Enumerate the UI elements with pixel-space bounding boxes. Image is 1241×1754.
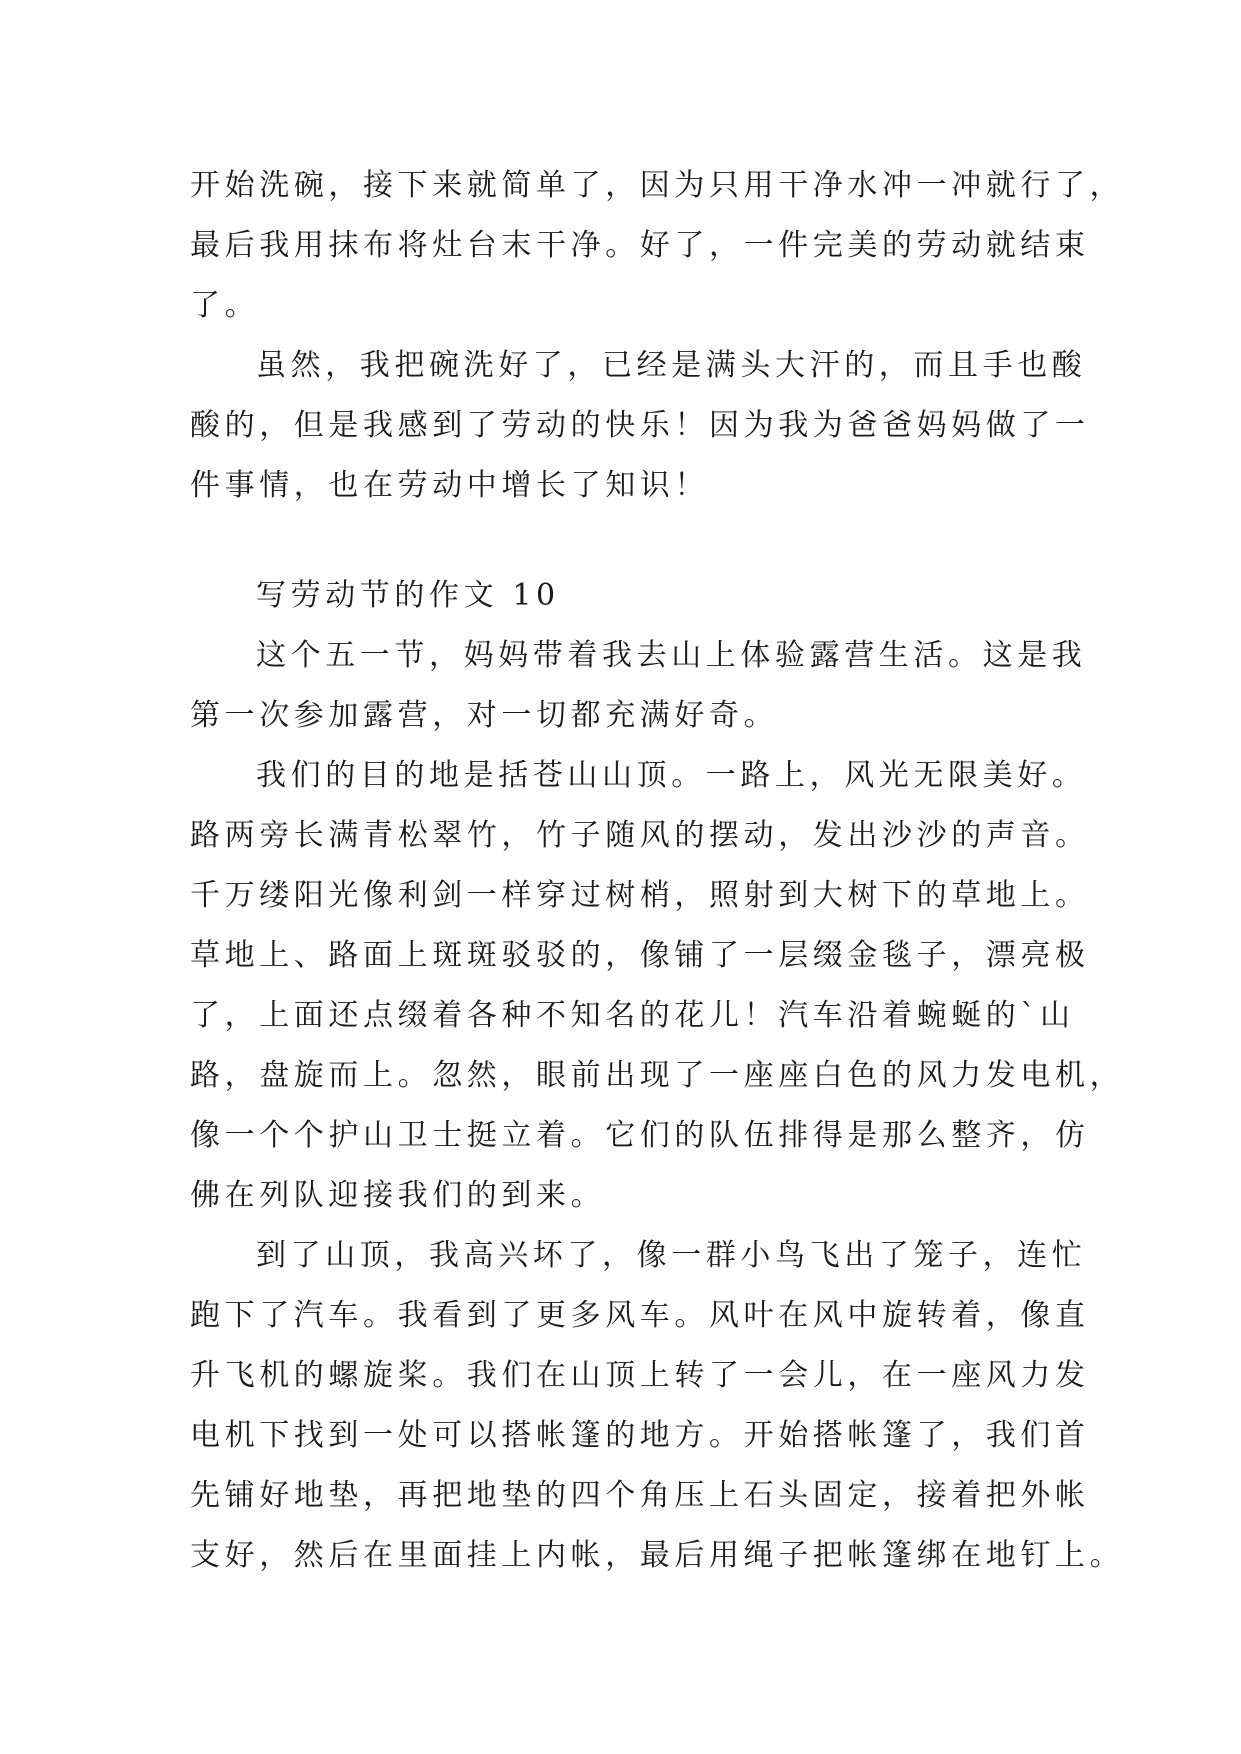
- section-heading: 写劳动节的作文 10: [256, 578, 560, 613]
- text-line: 最后我用抹布将灶台末干净。好了，一件完美的劳动就结束: [190, 228, 1090, 263]
- text-line: 升飞机的螺旋桨。我们在山顶上转了一会儿，在一座风力发: [190, 1358, 1090, 1393]
- text-line: 千万缕阳光像利剑一样穿过树梢，照射到大树下的草地上。: [190, 878, 1090, 913]
- text-line: 开始洗碗，接下来就简单了，因为只用干净水冲一冲就行了，: [190, 168, 1125, 203]
- text-line: 酸的，但是我感到了劳动的快乐！因为我为爸爸妈妈做了一: [190, 408, 1090, 443]
- text-line: 第一次参加露营，对一切都充满好奇。: [190, 698, 779, 733]
- text-line: 草地上、路面上斑斑驳驳的，像铺了一层缀金毯子，漂亮极: [190, 938, 1090, 973]
- text-line: 了，上面还点缀着各种不知名的花儿！汽车沿着蜿蜒的`山: [190, 998, 1075, 1033]
- text-line: 件事情，也在劳动中增长了知识！: [190, 468, 709, 503]
- text-line: 路两旁长满青松翠竹，竹子随风的摆动，发出沙沙的声音。: [190, 818, 1090, 853]
- text-line: 佛在列队迎接我们的到来。: [190, 1178, 606, 1213]
- text-line: 先铺好地垫，再把地垫的四个角压上石头固定，接着把外帐: [190, 1478, 1090, 1513]
- text-line: 了。: [190, 288, 260, 323]
- text-line: 跑下了汽车。我看到了更多风车。风叶在风中旋转着，像直: [190, 1298, 1090, 1333]
- text-line: 像一个个护山卫士挺立着。它们的队伍排得是那么整齐，仿: [190, 1118, 1090, 1153]
- text-line: 支好，然后在里面挂上内帐，最后用绳子把帐篷绑在地钉上。: [190, 1538, 1125, 1573]
- paragraph-start-line: 这个五一节，妈妈带着我去山上体验露营生活。这是我: [256, 638, 1087, 673]
- text-line: 电机下找到一处可以搭帐篷的地方。开始搭帐篷了，我们首: [190, 1418, 1090, 1453]
- paragraph-start-line: 虽然，我把碗洗好了，已经是满头大汗的，而且手也酸: [256, 348, 1087, 383]
- text-line: 路，盘旋而上。忽然，眼前出现了一座座白色的风力发电机，: [190, 1058, 1125, 1093]
- paragraph-start-line: 我们的目的地是括苍山山顶。一路上，风光无限美好。: [256, 758, 1087, 793]
- paragraph-start-line: 到了山顶，我高兴坏了，像一群小鸟飞出了笼子，连忙: [256, 1238, 1087, 1273]
